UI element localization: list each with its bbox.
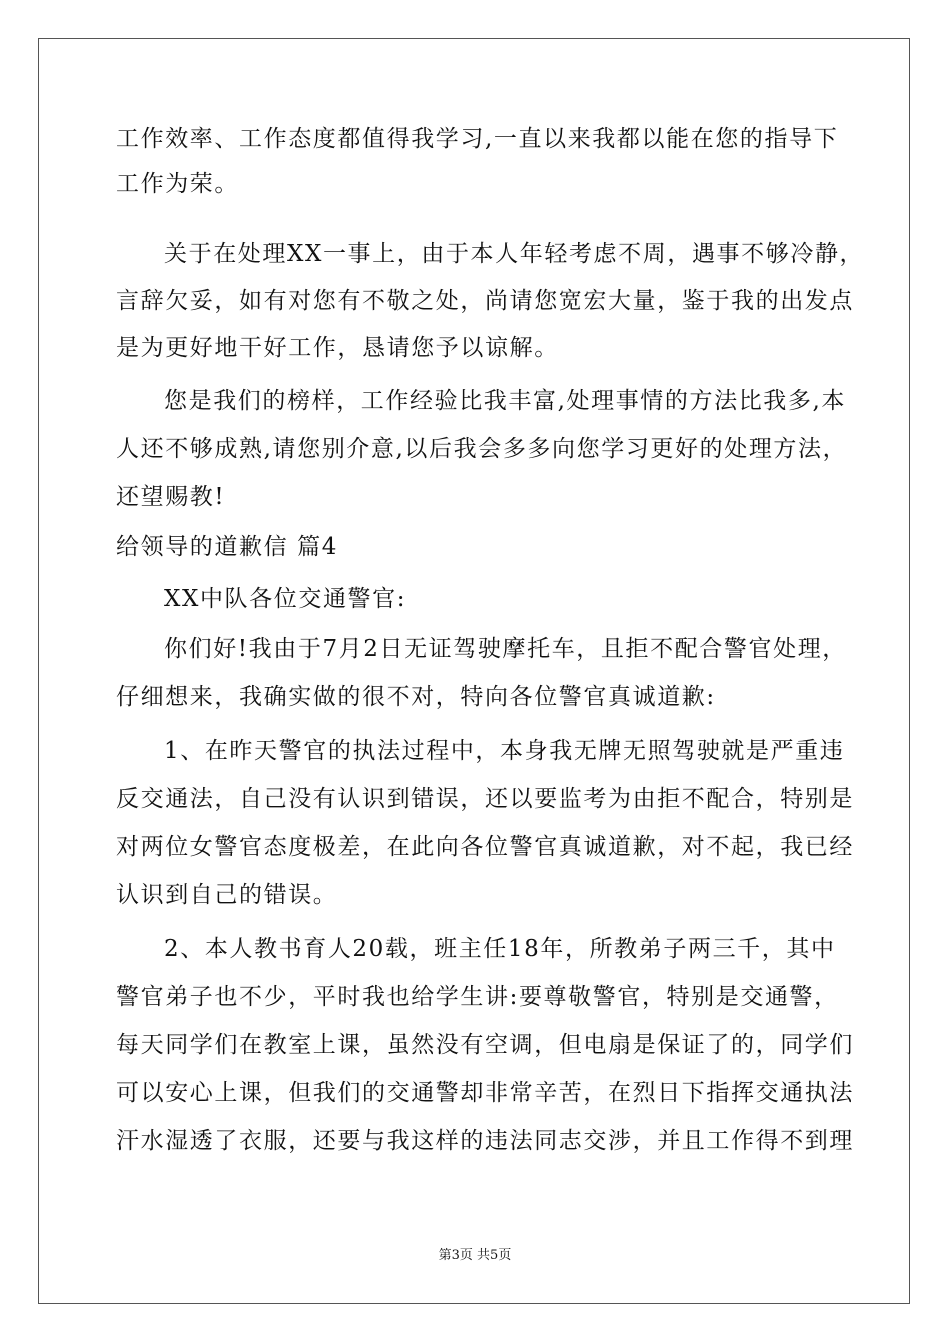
salutation: XX中队各位交通警官: — [164, 586, 407, 612]
page-number: 第3页 共5页 — [438, 1248, 512, 1263]
paragraph-line: 仔细想来，我确实做的很不对，特向各位警官真诚道歉: — [116, 684, 716, 710]
paragraph-line: 认识到自己的错误。 — [116, 882, 338, 908]
page-border — [38, 38, 910, 1304]
paragraph-line: 汗水湿透了衣服，还要与我这样的违法同志交涉，并且工作得不到理 — [116, 1128, 854, 1154]
paragraph-line: 2、本人教书育人20载，班主任18年，所教弟子两三千，其中 — [164, 936, 836, 962]
paragraph-line: 每天同学们在教室上课，虽然没有空调，但电扇是保证了的，同学们 — [116, 1032, 854, 1058]
paragraph-line: 警官弟子也不少，平时我也给学生讲:要尊敬警官，特别是交通警， — [116, 984, 839, 1010]
paragraph-line: 您是我们的榜样，工作经验比我丰富,处理事情的方法比我多,本 — [164, 388, 847, 414]
section-heading: 给领导的道歉信 篇4 — [116, 534, 338, 560]
paragraph-line: 对两位女警官态度极差，在此向各位警官真诚道歉，对不起，我已经 — [116, 834, 854, 860]
paragraph-line: 反交通法，自己没有认识到错误，还以要监考为由拒不配合，特别是 — [116, 786, 854, 812]
paragraph-line: 你们好!我由于7月2日无证驾驶摩托车，且拒不配合警官处理， — [164, 636, 847, 662]
paragraph-line: 言辞欠妥，如有对您有不敬之处，尚请您宽宏大量，鉴于我的出发点 — [116, 288, 854, 314]
paragraph-line: 关于在处理XX一事上，由于本人年轻考虑不周，遇事不够冷静， — [164, 241, 865, 267]
paragraph-line: 工作为荣。 — [116, 171, 239, 197]
paragraph-line: 人还不够成熟,请您别介意,以后我会多多向您学习更好的处理方法， — [116, 436, 848, 462]
paragraph-line: 1、在昨天警官的执法过程中，本身我无牌无照驾驶就是严重违 — [164, 738, 845, 764]
paragraph-line: 还望赐教! — [116, 484, 226, 510]
paragraph-line: 工作效率、工作态度都值得我学习,一直以来我都以能在您的指导下 — [116, 126, 839, 152]
paragraph-line: 是为更好地干好工作，恳请您予以谅解。 — [116, 335, 559, 361]
paragraph-line: 可以安心上课，但我们的交通警却非常辛苦，在烈日下指挥交通执法 — [116, 1080, 854, 1106]
